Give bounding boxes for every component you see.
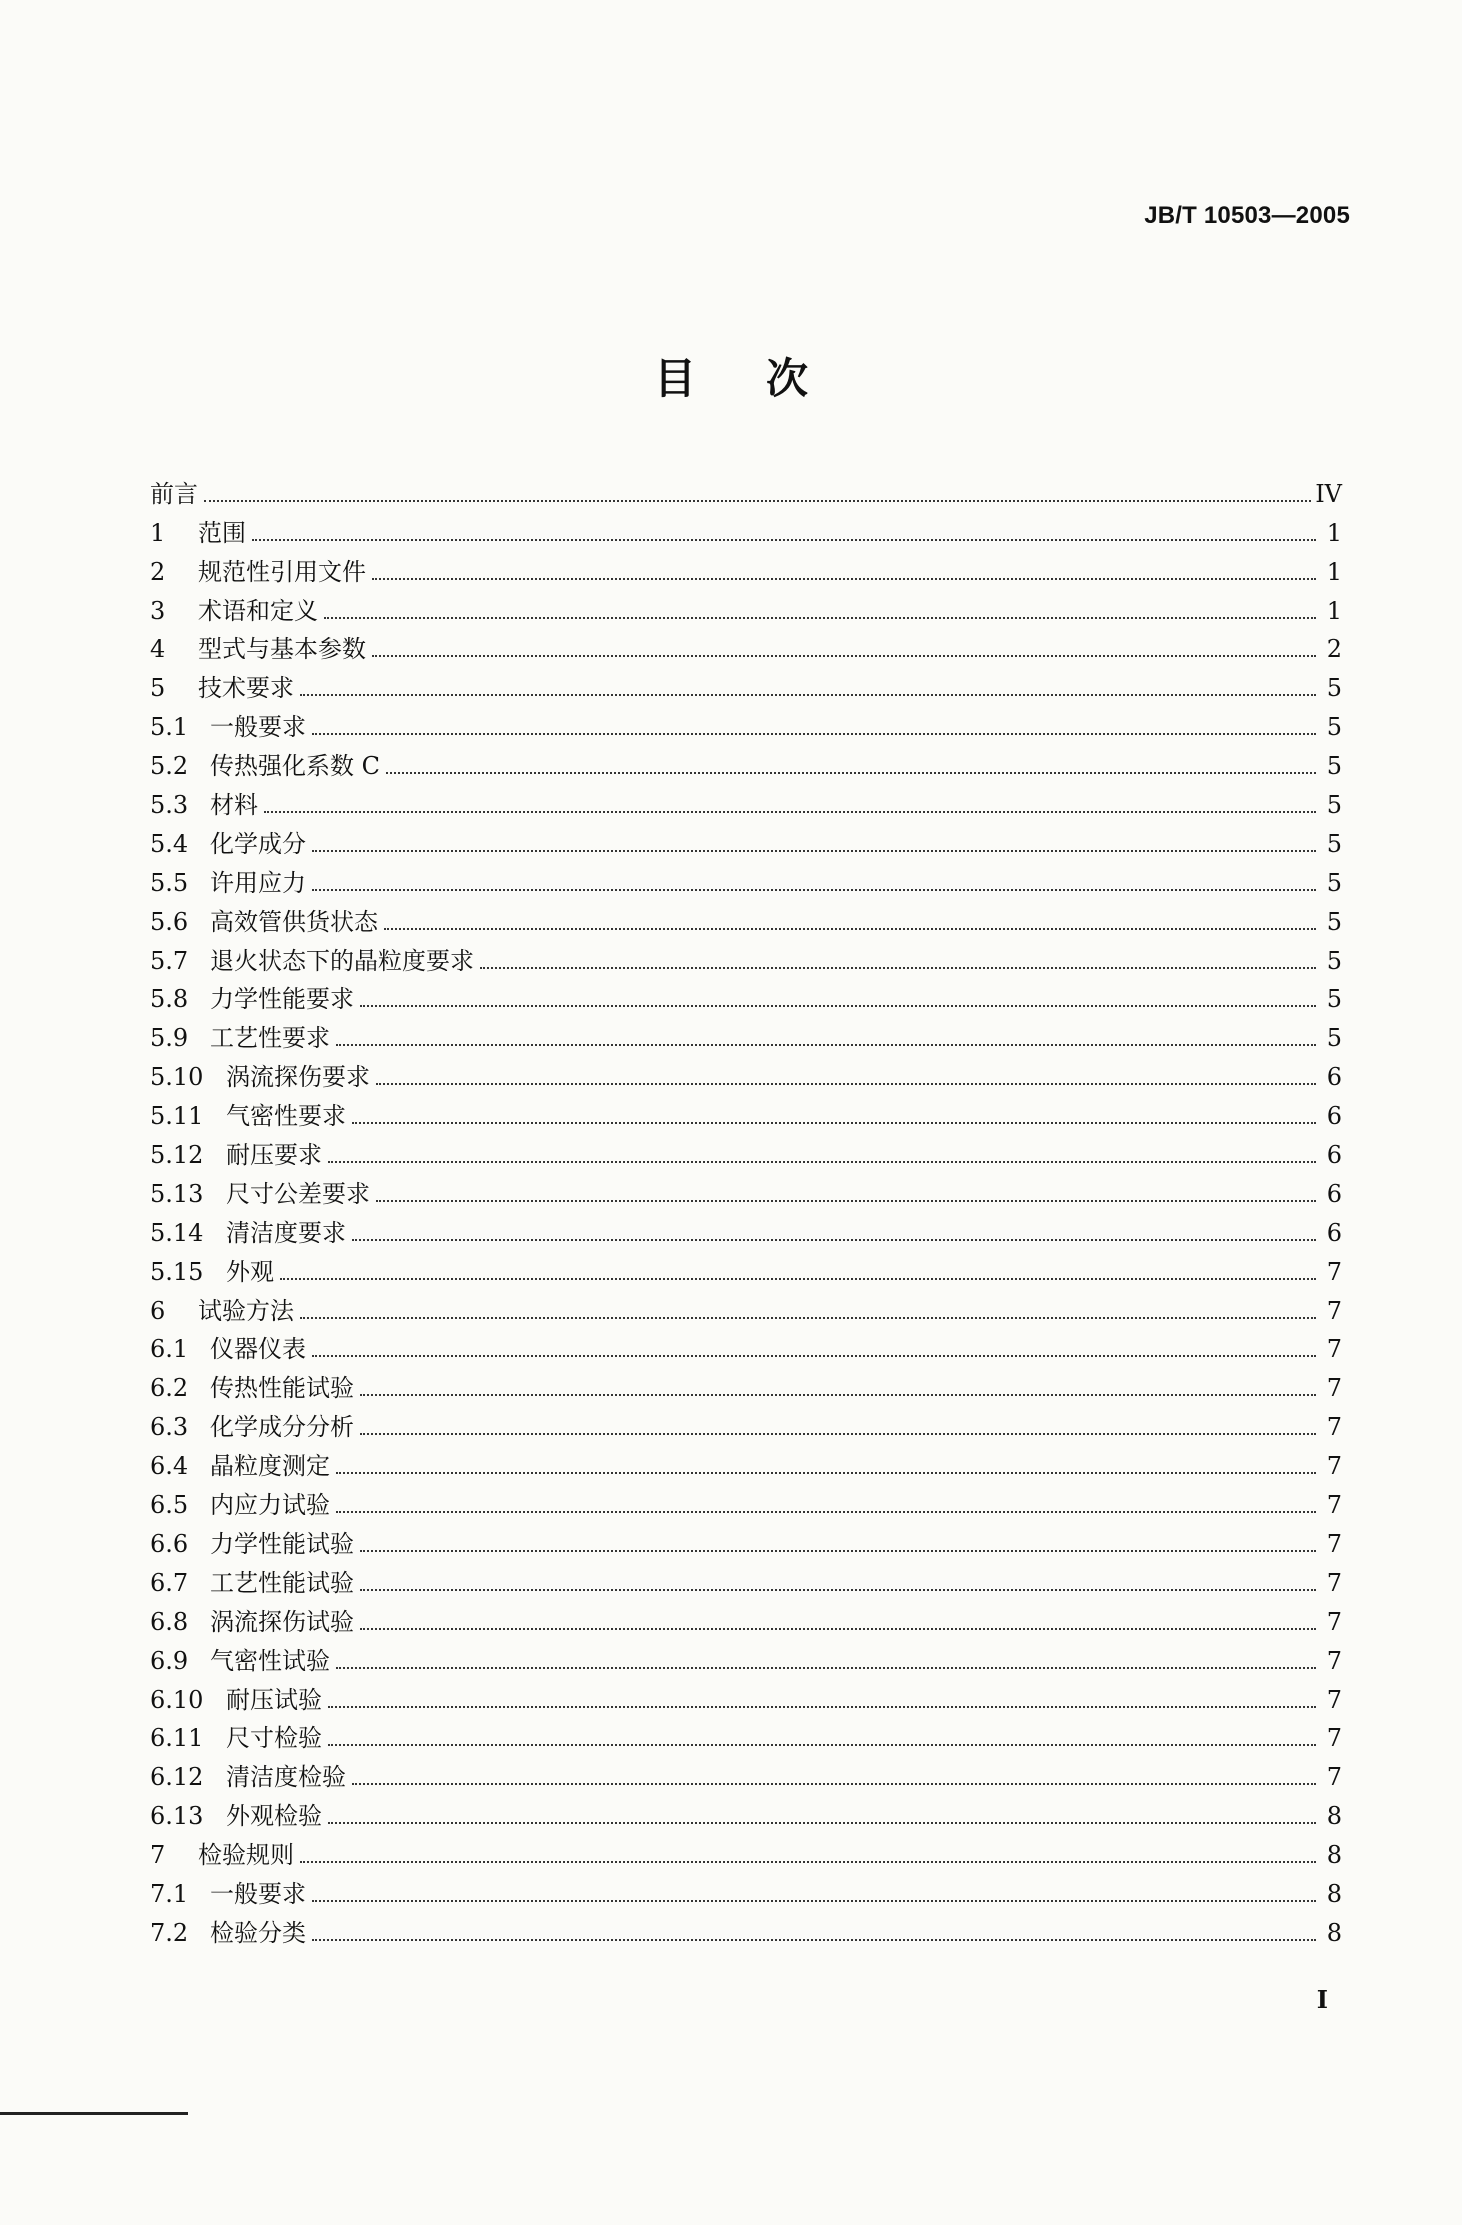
toc-entry-title: 仪器仪表 (210, 1335, 306, 1364)
toc-dot-leader (312, 1899, 1316, 1902)
toc-entry-number: 5.11 (150, 1102, 204, 1131)
toc-entry[interactable] (150, 703, 1342, 742)
toc-entry-title: 技术要求 (198, 674, 294, 703)
toc-entry-page: 6 (1326, 1102, 1342, 1131)
toc-dot-leader (264, 810, 1316, 813)
toc-dot-leader (312, 1938, 1316, 1941)
toc-entry-title: 试验方法 (198, 1296, 294, 1325)
toc-entry-number: 5.3 (150, 791, 189, 820)
toc-entry-number: 5.1 (150, 713, 189, 742)
toc-entry-page: 5 (1326, 907, 1342, 936)
toc-entry-page: 8 (1326, 1879, 1342, 1908)
toc-entry[interactable] (150, 742, 1342, 781)
toc-entry-title: 涡流探伤要求 (226, 1063, 370, 1092)
toc-entry[interactable] (150, 1364, 1342, 1403)
toc-dot-leader (376, 1082, 1316, 1085)
toc-entry-number: 5.14 (150, 1218, 204, 1247)
toc-entry-title: 清洁度要求 (226, 1218, 346, 1247)
footer-rule (0, 2112, 188, 2115)
toc-entry[interactable] (150, 626, 1342, 665)
toc-entry[interactable] (150, 664, 1342, 703)
toc-dot-leader (300, 693, 1316, 696)
toc-entry-number: 5 (150, 674, 166, 703)
toc-dot-leader (336, 1666, 1316, 1669)
toc-entry[interactable] (150, 1909, 1342, 1948)
toc-entry-page: 5 (1326, 674, 1342, 703)
toc-entry-number: 2 (150, 557, 166, 586)
toc-entry-number: 7.2 (150, 1918, 189, 1947)
toc-dot-leader (336, 1471, 1316, 1474)
toc-entry-title: 耐压试验 (226, 1685, 322, 1714)
toc-entry-title: 清洁度检验 (226, 1763, 346, 1792)
toc-entry-number: 6.7 (150, 1568, 189, 1597)
toc-entry-title: 涡流探伤试验 (210, 1607, 354, 1636)
toc-entry[interactable] (150, 1676, 1342, 1715)
toc-entry-title: 传热性能试验 (210, 1374, 354, 1403)
toc-dot-leader (312, 849, 1316, 852)
toc-entry-page: 5 (1326, 713, 1342, 742)
toc-entry-number: 5.6 (150, 907, 189, 936)
toc-dot-leader (360, 1627, 1316, 1630)
toc-entry[interactable] (150, 470, 1342, 509)
toc-entry[interactable] (150, 1792, 1342, 1831)
toc-dot-leader (372, 577, 1316, 580)
toc-entry[interactable] (150, 1442, 1342, 1481)
toc-entry-title: 范围 (198, 518, 246, 547)
toc-entry[interactable] (150, 937, 1342, 976)
toc-dot-leader (312, 888, 1316, 891)
toc-entry-number: 5.9 (150, 1024, 189, 1053)
toc-entry-title: 规范性引用文件 (198, 557, 366, 586)
toc-entry[interactable] (150, 1170, 1342, 1209)
toc-entry-title: 传热强化系数 C (210, 752, 380, 781)
document-code: JB/T 10503—2005 (1144, 202, 1350, 229)
toc-entry-title: 许用应力 (210, 868, 306, 897)
toc-entry-page: 7 (1326, 1724, 1342, 1753)
toc-entry-title: 晶粒度测定 (210, 1452, 330, 1481)
toc-entry[interactable] (150, 1481, 1342, 1520)
toc-entry[interactable] (150, 1715, 1342, 1754)
toc-dot-leader (328, 1743, 1316, 1746)
toc-dot-leader (336, 1043, 1316, 1046)
toc-entry-page: 1 (1326, 557, 1342, 586)
table-of-contents (150, 470, 1342, 1948)
toc-entry-page: 6 (1326, 1218, 1342, 1247)
toc-dot-leader (360, 1549, 1316, 1552)
toc-entry-page: 2 (1326, 635, 1342, 664)
toc-entry-number: 5.4 (150, 829, 189, 858)
toc-entry[interactable] (150, 1598, 1342, 1637)
toc-entry-title: 气密性要求 (226, 1102, 346, 1131)
toc-entry[interactable] (150, 781, 1342, 820)
toc-entry[interactable] (150, 587, 1342, 626)
toc-entry-title: 退火状态下的晶粒度要求 (210, 946, 474, 975)
toc-dot-leader (328, 1821, 1316, 1824)
toc-entry-page: 7 (1326, 1491, 1342, 1520)
toc-entry-page: 7 (1326, 1374, 1342, 1403)
toc-dot-leader (360, 1004, 1316, 1007)
toc-entry-page: 6 (1326, 1141, 1342, 1170)
toc-entry-title: 尺寸检验 (226, 1724, 322, 1753)
toc-entry-title: 术语和定义 (198, 596, 318, 625)
toc-entry-page: 7 (1326, 1763, 1342, 1792)
toc-entry-title: 高效管供货状态 (210, 907, 378, 936)
toc-dot-leader (360, 1588, 1316, 1591)
toc-entry-number: 6.10 (150, 1685, 204, 1714)
toc-entry-page: 7 (1326, 1646, 1342, 1675)
page-title: 目次 (653, 354, 878, 403)
toc-entry-title: 检验规则 (198, 1841, 294, 1870)
toc-entry-number: 5.5 (150, 868, 189, 897)
toc-entry-page: 8 (1326, 1841, 1342, 1870)
toc-dot-leader (324, 616, 1316, 619)
toc-dot-leader (336, 1510, 1316, 1513)
toc-entry-page: 5 (1326, 946, 1342, 975)
toc-entry-page: 5 (1326, 791, 1342, 820)
toc-dot-leader (360, 1432, 1316, 1435)
toc-entry-title: 外观检验 (226, 1802, 322, 1831)
toc-dot-leader (328, 1160, 1316, 1163)
toc-entry-page: 5 (1326, 1024, 1342, 1053)
toc-entry[interactable] (150, 1403, 1342, 1442)
toc-entry-title: 内应力试验 (210, 1491, 330, 1520)
toc-entry-title: 力学性能试验 (210, 1529, 354, 1558)
toc-dot-leader (204, 499, 1311, 502)
toc-entry-number: 6.12 (150, 1763, 204, 1792)
toc-entry-page: IV (1315, 479, 1342, 508)
toc-entry[interactable] (150, 1287, 1342, 1326)
toc-entry-title: 化学成分 (210, 829, 306, 858)
toc-entry-number: 5.2 (150, 752, 189, 781)
toc-entry-number: 6.1 (150, 1335, 189, 1364)
toc-entry-title: 力学性能要求 (210, 985, 354, 1014)
toc-entry-title: 工艺性能试验 (210, 1568, 354, 1597)
toc-dot-leader (352, 1238, 1316, 1241)
toc-entry[interactable] (150, 1092, 1342, 1131)
toc-entry[interactable] (150, 1637, 1342, 1676)
toc-entry[interactable] (150, 1753, 1342, 1792)
toc-entry-number: 5.13 (150, 1179, 204, 1208)
toc-entry[interactable] (150, 1559, 1342, 1598)
toc-entry-page: 7 (1326, 1685, 1342, 1714)
toc-entry-number: 5.8 (150, 985, 189, 1014)
toc-entry-number: 6.9 (150, 1646, 189, 1675)
toc-entry-title: 型式与基本参数 (198, 635, 366, 664)
toc-entry-number: 7 (150, 1841, 166, 1870)
toc-entry-number: 6.4 (150, 1452, 189, 1481)
toc-entry-page: 8 (1326, 1802, 1342, 1831)
toc-entry[interactable] (150, 1870, 1342, 1909)
toc-dot-leader (480, 966, 1316, 969)
toc-dot-leader (360, 1393, 1316, 1396)
toc-entry-number: 6 (150, 1296, 166, 1325)
toc-dot-leader (312, 1354, 1316, 1357)
toc-entry-number: 5.10 (150, 1063, 204, 1092)
toc-entry-page: 5 (1326, 752, 1342, 781)
toc-entry[interactable] (150, 1209, 1342, 1248)
toc-entry-number: 3 (150, 596, 166, 625)
toc-dot-leader (300, 1316, 1316, 1319)
toc-entry-number: 6.11 (150, 1724, 204, 1753)
toc-entry-number: 6.13 (150, 1802, 204, 1831)
toc-entry-number: 6.2 (150, 1374, 189, 1403)
toc-entry-number: 6.5 (150, 1491, 189, 1520)
toc-entry-number: 5.15 (150, 1257, 204, 1286)
toc-dot-leader (300, 1860, 1316, 1863)
toc-dot-leader (352, 1121, 1316, 1124)
toc-entry-page: 7 (1326, 1529, 1342, 1558)
toc-dot-leader (328, 1705, 1316, 1708)
toc-entry-title: 工艺性要求 (210, 1024, 330, 1053)
toc-dot-leader (352, 1782, 1316, 1785)
toc-entry-number: 5.7 (150, 946, 189, 975)
toc-entry-page: 6 (1326, 1063, 1342, 1092)
toc-dot-leader (280, 1277, 1316, 1280)
toc-entry[interactable] (150, 976, 1342, 1015)
toc-entry-title: 材料 (210, 791, 258, 820)
toc-entry[interactable] (150, 1520, 1342, 1559)
toc-entry-title: 一般要求 (210, 1879, 306, 1908)
toc-entry-page: 5 (1326, 868, 1342, 897)
toc-dot-leader (376, 1199, 1316, 1202)
toc-entry[interactable] (150, 1014, 1342, 1053)
toc-entry-page: 5 (1326, 829, 1342, 858)
toc-entry-number: 7.1 (150, 1879, 189, 1908)
toc-entry-number: 6.3 (150, 1413, 189, 1442)
toc-entry[interactable] (150, 820, 1342, 859)
toc-entry-number: 1 (150, 518, 166, 547)
toc-entry-page: 7 (1326, 1568, 1342, 1597)
toc-dot-leader (384, 927, 1316, 930)
toc-entry-page: 1 (1326, 596, 1342, 625)
toc-entry-number: 6.8 (150, 1607, 189, 1636)
toc-entry[interactable] (150, 1053, 1342, 1092)
toc-entry[interactable] (150, 1831, 1342, 1870)
toc-entry[interactable] (150, 509, 1342, 548)
toc-dot-leader (312, 732, 1316, 735)
toc-entry-page: 6 (1326, 1179, 1342, 1208)
toc-entry-title: 检验分类 (210, 1918, 306, 1947)
toc-entry[interactable] (150, 548, 1342, 587)
toc-entry-title: 一般要求 (210, 713, 306, 742)
toc-entry-title: 化学成分分析 (210, 1413, 354, 1442)
toc-entry-number: 4 (150, 635, 166, 664)
toc-entry-number: 6.6 (150, 1529, 189, 1558)
toc-dot-leader (252, 538, 1316, 541)
toc-entry[interactable] (150, 1248, 1342, 1287)
toc-entry-page: 7 (1326, 1335, 1342, 1364)
toc-entry-number: 5.12 (150, 1141, 204, 1170)
toc-dot-leader (372, 654, 1316, 657)
toc-entry-page: 7 (1326, 1257, 1342, 1286)
toc-entry-page: 1 (1326, 518, 1342, 547)
toc-entry-title: 尺寸公差要求 (226, 1179, 370, 1208)
page-number: I (1316, 1985, 1328, 2014)
toc-entry[interactable] (150, 898, 1342, 937)
toc-entry-page: 7 (1326, 1413, 1342, 1442)
toc-entry[interactable] (150, 859, 1342, 898)
toc-entry-page: 5 (1326, 985, 1342, 1014)
toc-entry-page: 7 (1326, 1607, 1342, 1636)
toc-dot-leader (386, 771, 1316, 774)
toc-entry-title: 耐压要求 (226, 1141, 322, 1170)
toc-entry-title: 前言 (150, 479, 198, 508)
toc-entry-page: 8 (1326, 1918, 1342, 1947)
toc-entry-page: 7 (1326, 1452, 1342, 1481)
toc-entry[interactable] (150, 1131, 1342, 1170)
toc-entry-title: 气密性试验 (210, 1646, 330, 1675)
toc-entry-page: 7 (1326, 1296, 1342, 1325)
toc-entry[interactable] (150, 1326, 1342, 1365)
toc-entry-title: 外观 (226, 1257, 274, 1286)
